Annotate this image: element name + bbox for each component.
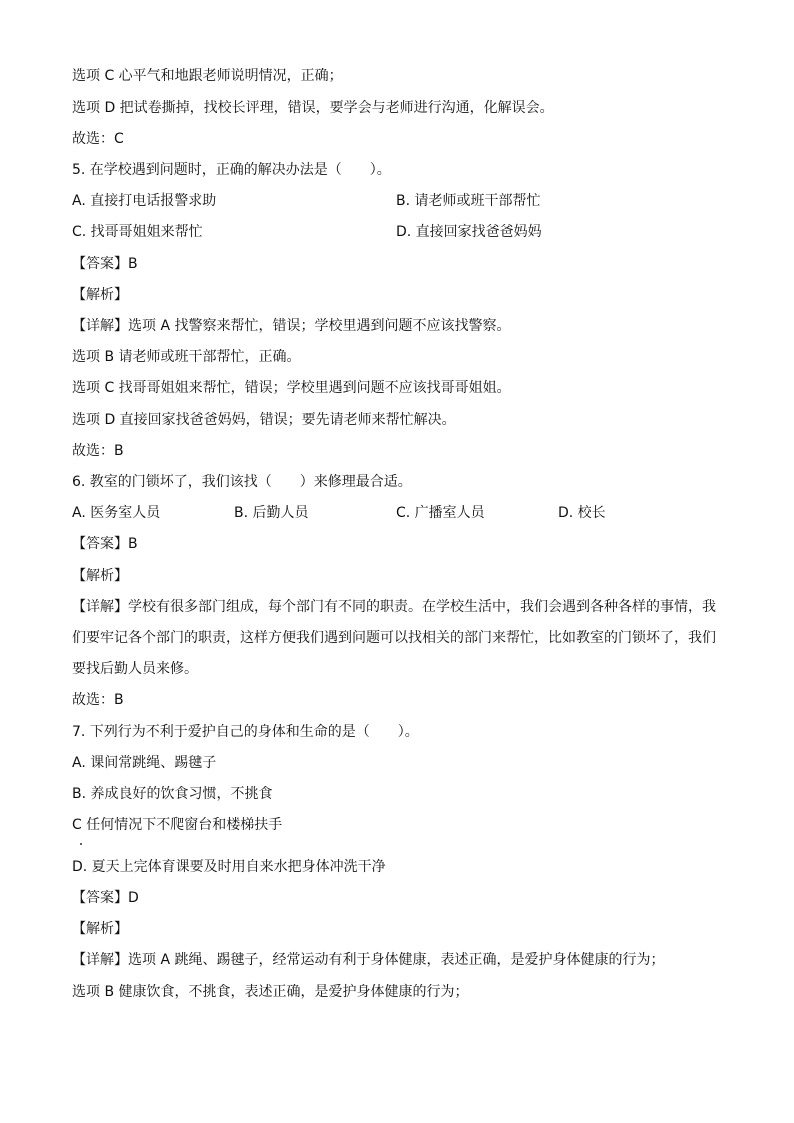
detail-line: 【详解】选项 A 跳绳、踢毽子，经常运动有利于身体健康，表述正确，是爱护身体健康的行为； <box>72 952 665 968</box>
analysis-label: 【解析】 <box>72 921 128 937</box>
q5-option-d: D. 直接回家找爸爸妈妈 <box>396 224 542 240</box>
text-line: 选项 C 心平气和地跟老师说明情况，正确； <box>72 68 343 84</box>
text-line: 选项 C 找哥哥姐姐来帮忙，错误；学校里遇到问题不应该找哥哥姐姐。 <box>72 380 511 396</box>
text-line: 要找后勤人员来修。 <box>72 661 198 677</box>
q5-option-c: C. 找哥哥姐姐来帮忙 <box>72 224 203 240</box>
detail-line: 【详解】学校有很多部门组成，每个部门有不同的职责。在学校生活中，我们会遇到各种各样的事情，我 <box>72 599 716 615</box>
q5-option-b: B. 请老师或班干部帮忙 <box>396 193 541 209</box>
stray-dot <box>80 843 82 845</box>
q6-option-c: C. 广播室人员 <box>396 505 485 521</box>
answer-choice-line: 故选：B <box>72 443 124 459</box>
q6-option-b: B. 后勤人员 <box>234 505 309 521</box>
text-line: 选项 D 把试卷撕掉，找校长评理，错误，要学会与老师进行沟通，化解误会。 <box>72 100 554 116</box>
text-line: 选项 D 直接回家找爸爸妈妈，错误；要先请老师来帮忙解决。 <box>72 412 456 428</box>
q6-option-d: D. 校长 <box>558 505 606 521</box>
q6-option-a: A. 医务室人员 <box>72 505 161 521</box>
answer-label: 【答案】B <box>72 256 138 272</box>
text-line: 选项 B 请老师或班干部帮忙，正确。 <box>72 349 301 365</box>
answer-choice-line: 故选：B <box>72 692 124 708</box>
answer-label: 【答案】D <box>72 890 139 906</box>
analysis-label: 【解析】 <box>72 568 128 584</box>
q7-option-d: D. 夏天上完体育课要及时用自来水把身体冲洗干净 <box>72 859 386 875</box>
q7-option-a: A. 课间常跳绳、踢毽子 <box>72 755 217 771</box>
question-6-stem: 6. 教室的门锁坏了，我们该找（ ）来修理最合适。 <box>72 474 412 490</box>
question-7-stem: 7. 下列行为不利于爱护自己的身体和生命的是（ ）。 <box>72 724 419 740</box>
q7-option-c: C 任何情况下不爬窗台和楼梯扶手 <box>72 817 283 833</box>
answer-choice-line: 故选：C <box>72 131 124 147</box>
answer-label: 【答案】B <box>72 536 138 552</box>
detail-line: 【详解】选项 A 找警察来帮忙，错误；学校里遇到问题不应该找警察。 <box>72 318 511 334</box>
question-5-stem: 5. 在学校遇到问题时，正确的解决办法是（ ）。 <box>72 162 391 178</box>
text-line: 选项 B 健康饮食，不挑食，表述正确，是爱护身体健康的行为； <box>72 984 469 1000</box>
q7-option-b: B. 养成良好的饮食习惯，不挑食 <box>72 786 273 802</box>
analysis-label: 【解析】 <box>72 287 128 303</box>
text-line: 们要牢记各个部门的职责，这样方便我们遇到问题可以找相关的部门来帮忙，比如教室的门锁坏了，我们 <box>72 630 716 646</box>
q5-option-a: A. 直接打电话报警求助 <box>72 193 217 209</box>
